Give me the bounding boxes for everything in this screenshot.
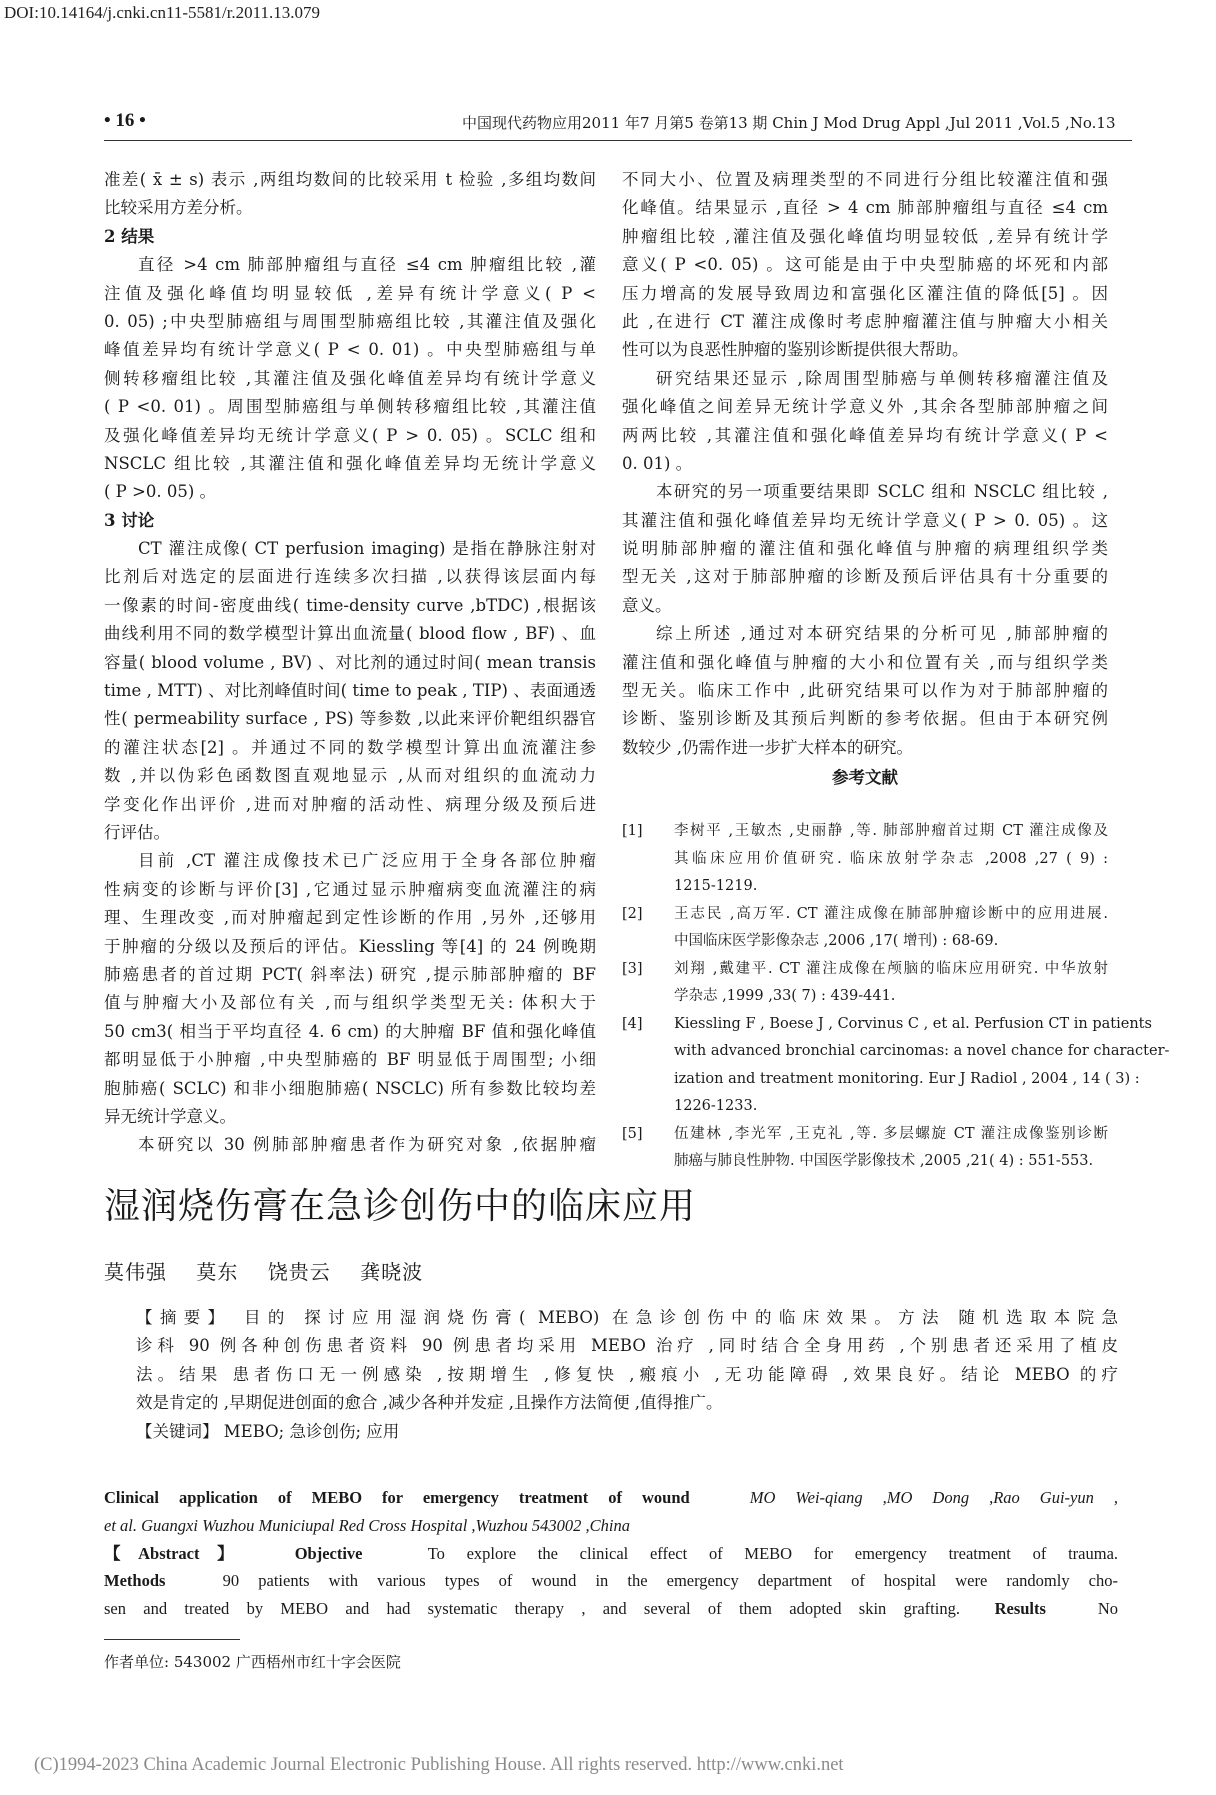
english-abstract-line	[104, 1567, 1118, 1595]
body-line: 肿瘤组比较 ,灌注值及强化峰值均明显较低 ,差异有统计学	[622, 226, 1108, 246]
reference-number: [3]	[622, 960, 643, 977]
body-line: 理、生理改变 ,而对肿瘤起到定性诊断的作用 ,另外 ,还够用	[104, 908, 596, 928]
author-name: 莫伟强	[104, 1260, 167, 1284]
body-line: 行评估。	[104, 822, 170, 842]
body-line: 0. 01) 。	[622, 453, 693, 473]
results-text: No	[1097, 1599, 1118, 1619]
right-column	[622, 166, 1108, 793]
body-line: 曲线利用不同的数学模型计算出血流量( blood flow , BF) 、血	[104, 624, 596, 644]
body-line: 意义。	[622, 595, 672, 615]
body-line: 研究结果还显示 ,除周围型肺癌与单侧转移瘤灌注值及	[656, 368, 1108, 388]
body-line: 的灌注状态[2] 。并通过不同的数学模型计算出血流灌注参	[104, 737, 596, 757]
journal-running-header: 中国现代药物应用2011 年7 月第5 卷第13 期 Chin J Mod Drug Appl ,Jul 2011 ,Vol.5 ,No.13	[462, 114, 1116, 132]
author-name: 饶贵云	[267, 1260, 331, 1284]
body-line: 性可以为良恶性肿瘤的鉴别诊断提供很大帮助。	[622, 340, 969, 360]
body-line: 其灌注值和强化峰值差异均无统计学意义( P > 0. 05) 。这	[622, 510, 1108, 530]
body-line: 本研究的另一项重要结果即 SCLC 组和 NSCLC 组比较 ,	[656, 482, 1108, 502]
abstract-line: 效是肯定的 ,早期促进创面的愈合 ,减少各种并发症 ,且操作方法简便 ,值得推广。	[136, 1393, 723, 1413]
body-line: 比剂后对选定的层面进行连续多次扫描 ,以获得该层面内每	[104, 567, 596, 587]
reference-item	[622, 901, 1108, 956]
body-line: 数较少 ,仍需作进一步扩大样本的研究。	[622, 737, 913, 757]
copyright-line: (C)1994-2023 China Academic Journal Electronic Publishing House. All rights reserved. http://www.cnki.net	[34, 1755, 844, 1775]
english-title: Clinical application of MEBO for emergency treatment of wound	[104, 1488, 690, 1507]
reference-line: 李树平 ,王敏杰 ,史丽静 ,等. 肺部肿瘤首过期 CT 灌注成像及	[674, 823, 1108, 839]
reference-line: 王志民 ,高万军. CT 灌注成像在肺部肿瘤诊断中的应用进展.	[674, 905, 1108, 922]
methods-label: Methods	[104, 1571, 166, 1591]
body-line: 化峰值。结果显示 ,直径 > 4 cm 肺部肿瘤组与直径 ≤4 cm	[622, 198, 1108, 218]
references-heading: 参考文献	[832, 768, 898, 788]
body-line: 本研究以 30 例肺部肿瘤患者作为研究对象 ,依据肿瘤	[138, 1135, 596, 1155]
body-line: 灌注值和强化峰值与肿瘤的大小和位置有关 ,而与组织学类	[622, 652, 1108, 672]
english-abstract-line	[104, 1595, 1118, 1623]
objective-text: To explore the clinical effect of MEBO for emergency treatment of trauma.	[427, 1543, 1119, 1563]
english-abstract-line	[104, 1540, 1118, 1568]
body-line: 侧转移瘤组比较 ,其灌注值及强化峰值差异均有统计学意义	[104, 368, 596, 388]
author-affiliation-footnote: 作者单位: 543002 广西梧州市红十字会医院	[104, 1653, 401, 1671]
reference-line: 肺癌与肺良性肿物. 中国医学影像技术 ,2005 ,21( 4) : 551-553.	[674, 1153, 1094, 1169]
reference-line: 1226-1233.	[674, 1098, 758, 1114]
footnote-rule	[104, 1639, 240, 1640]
doi-line: DOI:10.14164/j.cnki.cn11-5581/r.2011.13.079	[4, 3, 321, 22]
body-line: 峰值差异均有统计学意义( P < 0. 01) 。中央型肺癌组与单	[104, 340, 596, 360]
body-line: 目前 ,CT 灌注成像技术已广泛应用于全身各部位肿瘤	[138, 851, 596, 871]
abstract-line: 诊科 90 例各种创伤患者资料 90 例患者均采用 MEBO 治疗 ,同时结合全身用药 ,个别患者还采用了植皮	[136, 1336, 1118, 1356]
body-line: time , MTT) 、对比剂峰值时间( time to peak , TIP) 、表面通透	[104, 681, 596, 701]
body-line: 容量( blood volume , BV) 、对比剂的通过时间( mean transis	[104, 652, 596, 672]
reference-line: 中国临床医学影像杂志 ,2006 ,17( 增刊) : 68-69.	[674, 933, 999, 949]
abstract-chinese	[136, 1304, 1118, 1418]
reference-item	[622, 818, 1108, 901]
body-line: NSCLC 组比较 ,其灌注值和强化峰值差异均无统计学意义	[104, 453, 596, 473]
body-line: 不同大小、位置及病理类型的不同进行分组比较灌注值和强	[622, 170, 1108, 189]
article-title: 湿润烧伤膏在急诊创伤中的临床应用	[104, 1186, 697, 1227]
body-line: 0. 05) ;中央型肺癌组与周围型肺癌组比较 ,其灌注值及强化	[104, 311, 596, 331]
reference-number: [1]	[622, 823, 643, 839]
body-line: 压力增高的发展导致周边和富强化区灌注值的降低[5] 。因	[622, 283, 1108, 303]
english-affiliation: et al. Guangxi Wuzhou Municiupal Red Cross Hospital ,Wuzhou 543002 ,China	[104, 1515, 631, 1535]
reference-item	[622, 956, 1108, 1011]
section-heading-results: 2 结果	[104, 226, 155, 246]
body-line: 数 ,并以伪彩色函数图直观地显示 ,从而对组织的血流动力	[104, 766, 596, 786]
reference-item	[622, 1011, 1170, 1121]
body-line: 意义( P <0. 05) 。这可能是由于中央型肺癌的坏死和内部	[622, 255, 1108, 275]
reference-number: [2]	[622, 905, 643, 922]
reference-number: [4]	[622, 1015, 643, 1032]
abstract-line: 法。结果 患者伤口无一例感染 ,按期增生 ,修复快 ,瘢痕小 ,无功能障碍 ,效果良好。结论 MEBO 的疗	[136, 1364, 1118, 1384]
methods-text: 90 patients with various types of wound in the emergency department of hospital were randomly cho-	[222, 1571, 1119, 1591]
body-line: 性( permeability surface , PS) 等参数 ,以此来评价靶组织器官	[104, 709, 596, 729]
author-list	[104, 1256, 445, 1285]
abstract-english	[104, 1484, 1118, 1623]
body-line: 学变化作出评价 ,进而对肿瘤的活动性、病理分级及预后进	[104, 794, 596, 814]
abstract-label: 【Abstract】	[104, 1543, 252, 1563]
results-label: Results	[994, 1599, 1046, 1619]
reference-line: 刘翔 ,戴建平. CT 灌注成像在颅脑的临床应用研究. 中华放射	[674, 960, 1108, 977]
reference-line: Kiessling F , Boese J , Corvinus C , et al. Perfusion CT in patients	[674, 1015, 1152, 1032]
body-line: 注值及强化峰值均明显较低 ,差异有统计学意义( P <	[104, 283, 596, 303]
english-affiliation-line	[104, 1512, 1118, 1540]
objective-label: Objective	[294, 1543, 363, 1563]
page-number: • 16 •	[104, 110, 146, 131]
body-line: 此 ,在进行 CT 灌注成像时考虑肿瘤灌注值与肿瘤大小相关	[622, 311, 1108, 331]
reference-line: 学杂志 ,1999 ,33( 7) : 439-441.	[674, 988, 896, 1004]
section-heading-discussion: 3 讨论	[104, 510, 155, 530]
reference-line: with advanced bronchial carcinomas: a novel chance for character-	[674, 1043, 1170, 1059]
body-line: 两两比较 ,其灌注值和强化峰值差异均有统计学意义( P <	[622, 425, 1108, 445]
body-line: 诊断、鉴别诊断及其预后判断的参考依据。但由于本研究例	[622, 709, 1108, 729]
body-line: 及强化峰值差异均无统计学意义( P > 0. 05) 。SCLC 组和	[104, 425, 596, 445]
reference-line: 1215-1219.	[674, 878, 758, 894]
reference-line: 伍建林 ,李光军 ,王克礼 ,等. 多层螺旋 CT 灌注成像鉴别诊断	[674, 1125, 1108, 1142]
english-title-line	[104, 1484, 1118, 1512]
header-rule	[104, 140, 1132, 141]
reference-line: 其临床应用价值研究. 临床放射学杂志 ,2008 ,27 ( 9) :	[674, 850, 1108, 867]
reference-line: ization and treatment monitoring. Eur J Radiol , 2004 , 14 ( 3) :	[674, 1070, 1140, 1087]
body-line: 于肿瘤的分级以及预后的评估。Kiessling 等[4] 的 24 例晚期	[104, 936, 596, 956]
body-line: 综上所述 ,通过对本研究结果的分析可见 ,肺部肿瘤的	[656, 624, 1108, 644]
author-name: 龚晓波	[360, 1260, 424, 1284]
body-line: 胞肺癌( SCLC) 和非小细胞肺癌( NSCLC) 所有参数比较均差	[104, 1078, 596, 1098]
body-line: ( P <0. 01) 。周围型肺癌组与单侧转移瘤组比较 ,其灌注值	[104, 397, 596, 417]
reference-number: [5]	[622, 1125, 643, 1142]
body-line: 异无统计学意义。	[104, 1106, 236, 1126]
body-line: 肺癌患者的首过期 PCT( 斜率法) 研究 ,提示肺部肿瘤的 BF	[104, 964, 596, 984]
body-line: 说明肺部肿瘤的灌注值和强化峰值与肿瘤的病理组织学类	[622, 539, 1108, 559]
english-authors: MO Wei-qiang ,MO Dong ,Rao Gui-yun ,	[749, 1488, 1119, 1507]
body-line: 型无关 ,这对于肺部肿瘤的诊断及预后评估具有十分重要的	[622, 567, 1108, 587]
body-line: 都明显低于小肿瘤 ,中央型肺癌的 BF 明显低于周围型; 小细	[104, 1050, 596, 1070]
body-line: 型无关。临床工作中 ,此研究结果可以作为对于肺部肿瘤的	[622, 681, 1108, 701]
body-line: 强化峰值之间差异无统计学意义外 ,其余各型肺部肿瘤之间	[622, 397, 1108, 417]
left-column	[104, 166, 596, 1160]
author-name: 莫东	[196, 1260, 239, 1284]
body-line: 比较采用方差分析。	[104, 198, 253, 218]
body-line: CT 灌注成像( CT perfusion imaging) 是指在静脉注射对	[138, 539, 596, 559]
keywords: 【关键词】 MEBO; 急诊创伤; 应用	[136, 1422, 400, 1441]
body-line: 性病变的诊断与评价[3] ,它通过显示肿瘤病变血流灌注的病	[104, 879, 596, 899]
methods-text: sen and treated by MEBO and had systematic therapy , and several of them adopted skin grafting.	[104, 1599, 960, 1619]
abstract-line: 【摘要】 目的 探讨应用湿润烧伤膏( MEBO) 在急诊创伤中的临床效果。方法 随机选取本院急	[136, 1308, 1118, 1327]
reference-item	[622, 1121, 1108, 1176]
body-line: 准差( x̄ ± s) 表示 ,两组均数间的比较采用 t 检验 ,多组均数间	[104, 170, 596, 189]
body-line: 一像素的时间-密度曲线( time-density curve ,bTDC) ,根据该	[104, 595, 596, 615]
body-line: ( P >0. 05) 。	[104, 482, 217, 502]
body-line: 50 cm3( 相当于平均直径 4. 6 cm) 的大肿瘤 BF 值和强化峰值	[104, 1021, 596, 1041]
body-line: 值与肿瘤大小及部位有关 ,而与组织学类型无关: 体积大于	[104, 993, 596, 1013]
body-line: 直径 >4 cm 肺部肿瘤组与直径 ≤4 cm 肿瘤组比较 ,灌	[138, 255, 596, 275]
reference-list	[622, 818, 1170, 1176]
